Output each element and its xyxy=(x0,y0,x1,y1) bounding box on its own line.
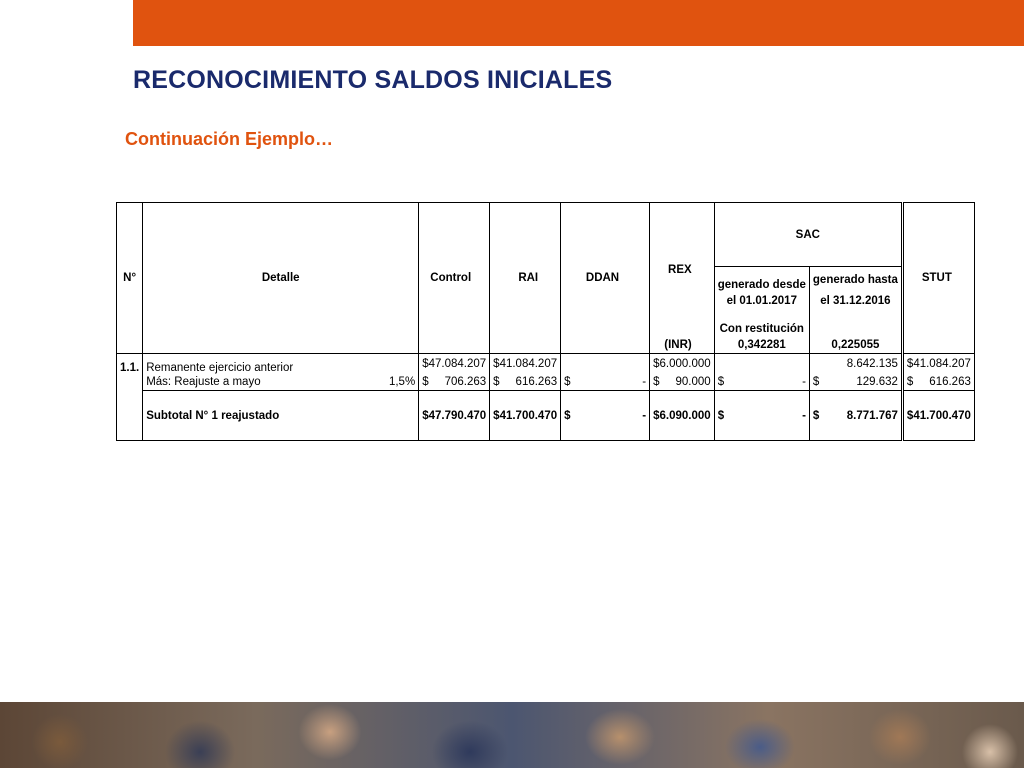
currency-symbol: $ xyxy=(906,357,914,370)
cell-rai: 41.084.207 xyxy=(499,357,558,370)
cell-stut: 41.084.207 xyxy=(913,357,971,370)
header-sac-hasta-line2: el 31.12.2016 xyxy=(820,295,891,307)
currency-symbol: $ xyxy=(564,409,571,422)
header-rai: RAI xyxy=(490,203,561,354)
header-sac-desde-line2: el 01.01.2017 xyxy=(714,293,809,309)
cell-stut: 41.700.470 xyxy=(913,409,971,422)
row-number: 1.1. xyxy=(117,354,143,374)
header-n: N° xyxy=(117,203,143,354)
currency-symbol: $ xyxy=(493,409,500,422)
currency-symbol: $ xyxy=(653,375,660,388)
header-con-restitucion: Con restitución xyxy=(714,309,809,337)
cell-rate: 1,5% xyxy=(388,375,416,388)
header-rex: REX xyxy=(650,203,715,338)
currency-symbol: $ xyxy=(812,409,820,422)
cell-rai: 616.263 xyxy=(515,375,558,388)
table-row xyxy=(117,354,975,374)
header-rex-inr: (INR) xyxy=(650,337,715,354)
subtotal-label: Subtotal N° 1 reajustado xyxy=(143,391,419,441)
cell-rex: 6.000.000 xyxy=(659,357,711,370)
currency-symbol: $ xyxy=(493,375,500,388)
crowd-photo-strip xyxy=(0,702,1024,768)
currency-symbol: $ xyxy=(653,409,660,422)
header-stut: STUT xyxy=(902,203,974,354)
header-detalle: Detalle xyxy=(143,203,419,354)
top-accent-bar xyxy=(133,0,1024,46)
subtotal-row xyxy=(117,391,975,441)
row-detalle: Más: Reajuste a mayo xyxy=(146,375,261,388)
table-row xyxy=(117,374,975,391)
cell-ddan: - xyxy=(642,409,647,422)
currency-symbol: $ xyxy=(653,357,660,370)
cell-sac-hasta: 8.771.767 xyxy=(846,409,898,422)
cell-ddan: - xyxy=(642,375,647,388)
currency-symbol: $ xyxy=(422,409,429,422)
cell-stut: 616.263 xyxy=(929,375,971,388)
header-sac-hasta-line1: generado hasta xyxy=(812,274,898,286)
header-sac: SAC xyxy=(714,203,902,267)
header-ddan: DDAN xyxy=(561,203,650,354)
currency-symbol: $ xyxy=(422,357,429,370)
currency-symbol: $ xyxy=(812,375,820,388)
cell-control: 47.790.470 xyxy=(428,409,487,422)
header-sac-desde-line1: generado desde xyxy=(714,267,809,294)
balance-table xyxy=(116,202,975,441)
header-sac-desde-factor: 0,342281 xyxy=(714,337,809,354)
currency-symbol: $ xyxy=(906,375,914,388)
cell-control: 47.084.207 xyxy=(428,357,487,370)
cell-sac-hasta: 8.642.135 xyxy=(809,354,902,374)
currency-symbol: $ xyxy=(717,375,725,388)
currency-symbol: $ xyxy=(422,375,429,388)
currency-symbol: $ xyxy=(717,409,725,422)
slide-title: RECONOCIMIENTO SALDOS INICIALES xyxy=(133,66,613,94)
cell-rai: 41.700.470 xyxy=(499,409,558,422)
header-sac-hasta-factor: 0,225055 xyxy=(831,339,880,351)
cell-sac-desde: - xyxy=(802,375,806,388)
currency-symbol: $ xyxy=(906,409,914,422)
slide-subtitle: Continuación Ejemplo… xyxy=(125,129,334,149)
cell-control: 706.263 xyxy=(444,375,487,388)
row-detalle: Remanente ejercicio anterior xyxy=(143,354,419,374)
header-control: Control xyxy=(419,203,490,354)
cell-sac-hasta: 129.632 xyxy=(856,375,898,388)
cell-rex: 90.000 xyxy=(675,375,711,388)
cell-rex: 6.090.000 xyxy=(659,409,711,422)
cell-sac-desde: - xyxy=(802,409,806,422)
currency-symbol: $ xyxy=(493,357,500,370)
currency-symbol: $ xyxy=(564,375,571,388)
